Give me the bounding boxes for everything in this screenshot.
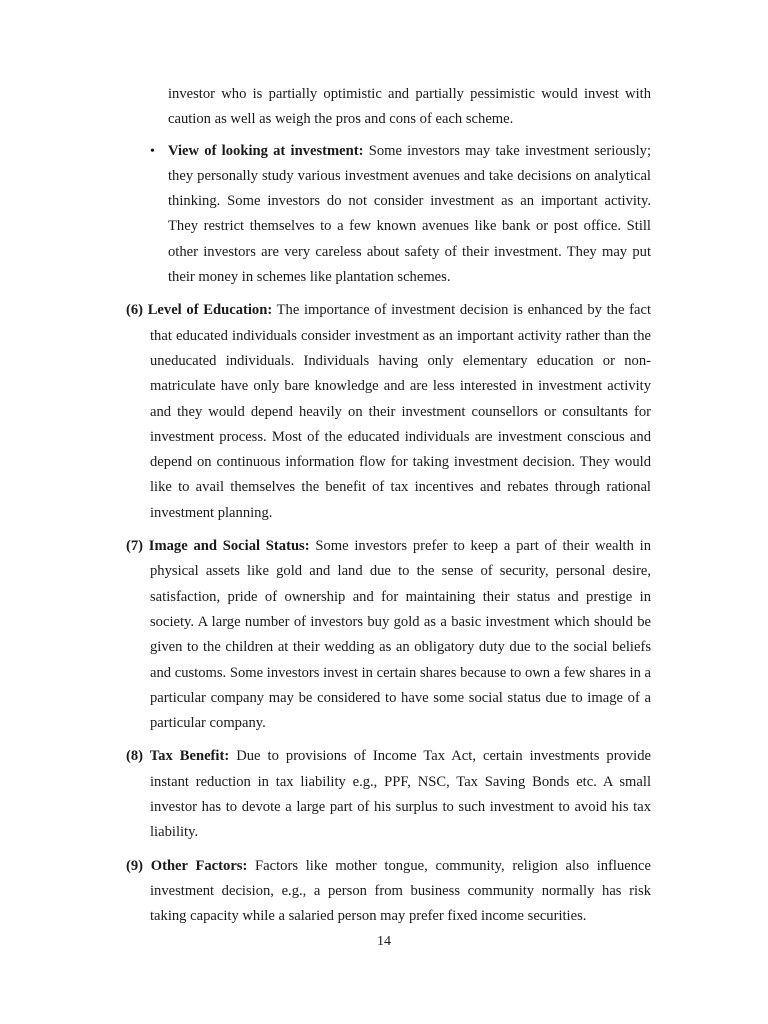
bullet-heading: View of looking at investment: (168, 142, 364, 159)
bullet-text: Some investors may take investment seriously; they personally study various investment avenues and take decisions on analytical thinking. Some investors do not consider investment as an important activity. They restrict themselves to a few known avenues like bank or post office. Still other investors are very careless about safety of their investment. They may put their money in schemes like plantation schemes. (168, 142, 651, 286)
section-paragraph (126, 854, 651, 930)
section-paragraph (126, 534, 651, 736)
bullet-paragraph (168, 139, 651, 291)
section-heading: (9) Other Factors: (126, 857, 248, 874)
section-paragraph (126, 298, 651, 526)
page-number: 14 (377, 934, 391, 949)
section-heading: (7) Image and Social Status: (126, 538, 310, 555)
section-text: Factors like mother tongue, community, religion also influence investment decision, e.g., a person from business community normally has risk taking capacity while a salaried person may prefer fixed income securities. (150, 857, 652, 925)
section-heading: (8) Tax Benefit: (126, 748, 230, 765)
bullet-item (150, 139, 651, 291)
bullet-dot-icon: • (150, 143, 155, 159)
section-text: Due to provisions of Income Tax Act, certain investments provide instant reduction in tax liability e.g., PPF, NSC, Tax Saving Bonds etc. A small investor has to devote a large part of his surplus to such investment to avoid his tax liability. (150, 748, 651, 841)
continuation-paragraph: investor who is partially optimistic and partially pessimistic would invest with caution as well as weigh the pros and cons of each scheme. (168, 86, 651, 128)
page-content (0, 82, 768, 930)
section-tax-benefit (126, 744, 651, 845)
section-text: Some investors prefer to keep a part of their wealth in physical assets like gold and land due to the sense of security, personal desire, satisfaction, pride of ownership and for maintaining their status and prestige in society. A large number of investors buy gold as a basic investment which should be given to the children at their wedding as an obligatory duty due to the social beliefs and customs. Some investors invest in certain shares because to own a few shares in a particular company may be considered to have some social status due to image of a particular company. (150, 538, 652, 732)
section-image-and-social-status (126, 534, 651, 736)
section-other-factors (126, 854, 651, 930)
section-heading: (6) Level of Education: (126, 302, 273, 319)
section-paragraph (126, 744, 651, 845)
section-text: The importance of investment decision is enhanced by the fact that educated individuals consider investment as an important activity rather than the uneducated individuals. Individuals having only elementary education or non-matriculate have only bare knowledge and are less interested in investment activity and they would depend heavily on their investment counsellors or consultants for investment process. Most of the educated individuals are investment conscious and depend on continuous information flow for taking investment decision. They would like to avail themselves the benefit of tax incentives and rebates through rational investment planning. (150, 302, 651, 521)
section-level-of-education (126, 298, 651, 526)
